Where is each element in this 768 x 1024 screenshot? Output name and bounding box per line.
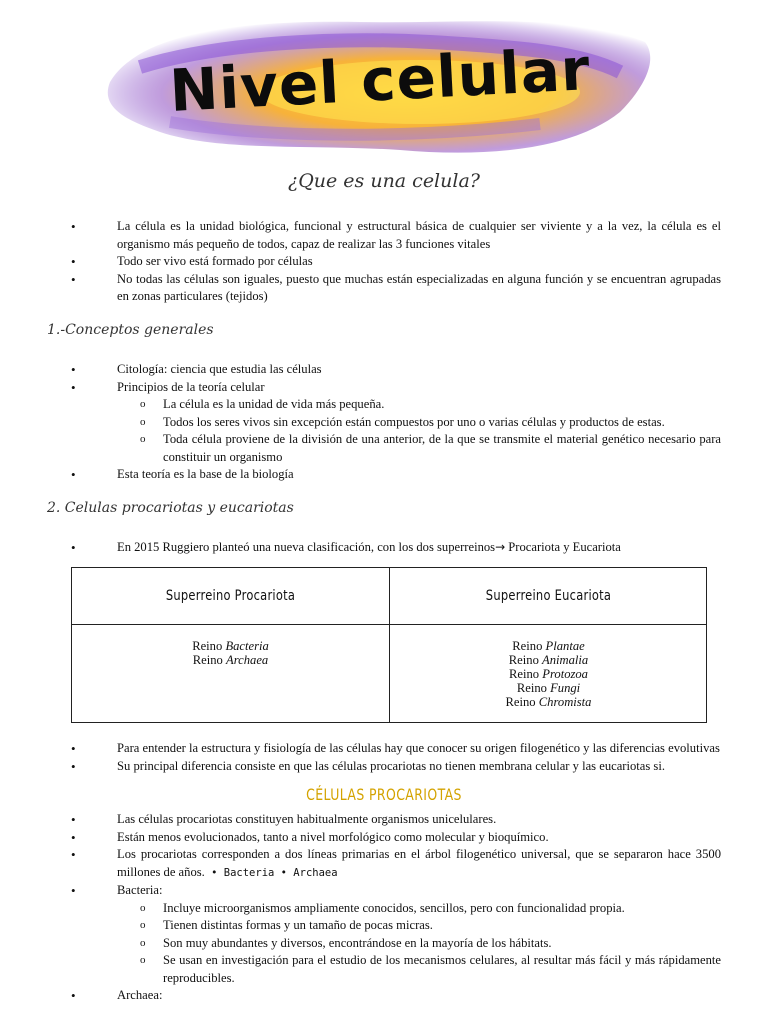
list-item: • Archaea: (71, 987, 721, 1005)
reino-name: Fungi (550, 681, 581, 695)
table-cell-line (390, 695, 707, 709)
bacteria-sublist (117, 900, 721, 988)
list-item: • Todo ser vivo está formado por células (71, 253, 721, 271)
table-cell-line (390, 639, 707, 653)
table-cell-line (390, 681, 707, 695)
reino-word: Reino (516, 681, 547, 695)
list-item-label: Principios de la teoría celular (117, 379, 265, 394)
subtitle: ¿Que es una celula? (288, 170, 480, 192)
table-cell-line (390, 667, 707, 681)
principles-sublist (117, 396, 721, 466)
title-banner (100, 12, 660, 162)
list-item: • Su principal diferencia consiste en que las células procariotas no tienen membrana celular y las eucariotas si. (71, 758, 721, 776)
procariotas-heading: CÉLULAS PROCARIOTAS (306, 785, 462, 804)
reino-name: Bacteria (225, 639, 269, 653)
list-item (71, 882, 721, 987)
reino-word: Reino (192, 639, 223, 653)
sublist-item: o La célula es la unidad de vida más pequeña. (117, 396, 721, 414)
reino-name: Chromista (538, 695, 592, 709)
procariotas-list (71, 811, 721, 1005)
table-cell-line (72, 639, 389, 653)
diferencias-list (71, 740, 721, 775)
list-item: • La célula es la unidad biológica, funcional y estructural básica de cualquier ser viviente y a la vez, la célula es el organismo más pequeño de todos, capaz de realizar las 3 funciones vitales (71, 218, 721, 253)
list-item-mono: • Bacteria • Archaea (204, 866, 338, 879)
table-cell-eucariota (390, 639, 707, 709)
reino-name: Protozoa (542, 667, 588, 681)
list-item-label: Bacteria: (117, 883, 163, 897)
reino-name: Plantae (545, 639, 585, 653)
list-item: • No todas las células son iguales, puesto que muchas están especializadas en alguna función y se encuentran agrupadas en zonas particulares (tejidos) (71, 271, 721, 306)
reino-word: Reino (505, 695, 536, 709)
list-item: • Citología: ciencia que estudia las células (71, 361, 721, 379)
section-heading-celulas: 2. Celulas procariotas y eucariotas (47, 500, 294, 516)
table-header-eucariota: Superreino Eucariota (485, 588, 612, 604)
list-item-text: En 2015 Ruggiero planteó una nueva clasificación, con los dos superreinos (117, 540, 496, 554)
reino-word: Reino (512, 639, 543, 653)
superreinos-table (71, 567, 707, 723)
page-title: Nivel celular (167, 35, 593, 125)
sublist-item: o Se usan en investigación para el estudio de los mecanismos celulares, al resultar más fácil y más rápidamente reproducibles. (117, 952, 721, 987)
intro-list (71, 218, 721, 306)
reino-name: Archaea (226, 653, 269, 667)
clasificacion-list (71, 539, 721, 557)
table-divider (72, 624, 706, 625)
list-item: • Las células procariotas constituyen habitualmente organismos unicelulares. (71, 811, 721, 829)
list-item-text-end: Procariota y Eucariota (505, 540, 621, 554)
section-heading-conceptos: 1.-Conceptos generales (47, 322, 214, 338)
sublist-item: o Toda célula proviene de la división de una anterior, de la que se transmite el material genético necesario para constituir un organismo (117, 431, 721, 466)
sublist-item: o Incluye microorganismos ampliamente conocidos, sencillos, pero con funcionalidad propia. (117, 900, 721, 918)
list-item (71, 539, 721, 557)
table-cell-line (72, 653, 389, 667)
table-cell-line (390, 653, 707, 667)
reino-word: Reino (192, 653, 223, 667)
conceptos-list (71, 361, 721, 484)
sublist-item: o Todos los seres vivos sin excepción están compuestos por uno o varias células y productos de estas. (117, 414, 721, 432)
table-cell-procariota (72, 639, 389, 667)
reino-word: Reino (508, 653, 539, 667)
list-item (71, 846, 721, 882)
list-item: • Esta teoría es la base de la biología (71, 466, 721, 484)
reino-name: Animalia (542, 653, 589, 667)
list-item (71, 379, 721, 467)
sublist-item: o Son muy abundantes y diversos, encontrándose en la mayoría de los hábitats. (117, 935, 721, 953)
list-item-text: Los procariotas corresponden a dos líneas primarias en el árbol filogenético universal, que se separaron hace 3500 millones de años. (117, 847, 721, 879)
sublist-item: o Tienen distintas formas y un tamaño de pocas micras. (117, 917, 721, 935)
reino-word: Reino (509, 667, 540, 681)
table-header-procariota: Superreino Procariota (165, 588, 296, 604)
arrow-right-icon: → (495, 540, 506, 554)
list-item: • Para entender la estructura y fisiología de las células hay que conocer su origen filogenético y las diferencias evolutivas (71, 740, 721, 758)
list-item: • Están menos evolucionados, tanto a nivel morfológico como molecular y bioquímico. (71, 829, 721, 847)
